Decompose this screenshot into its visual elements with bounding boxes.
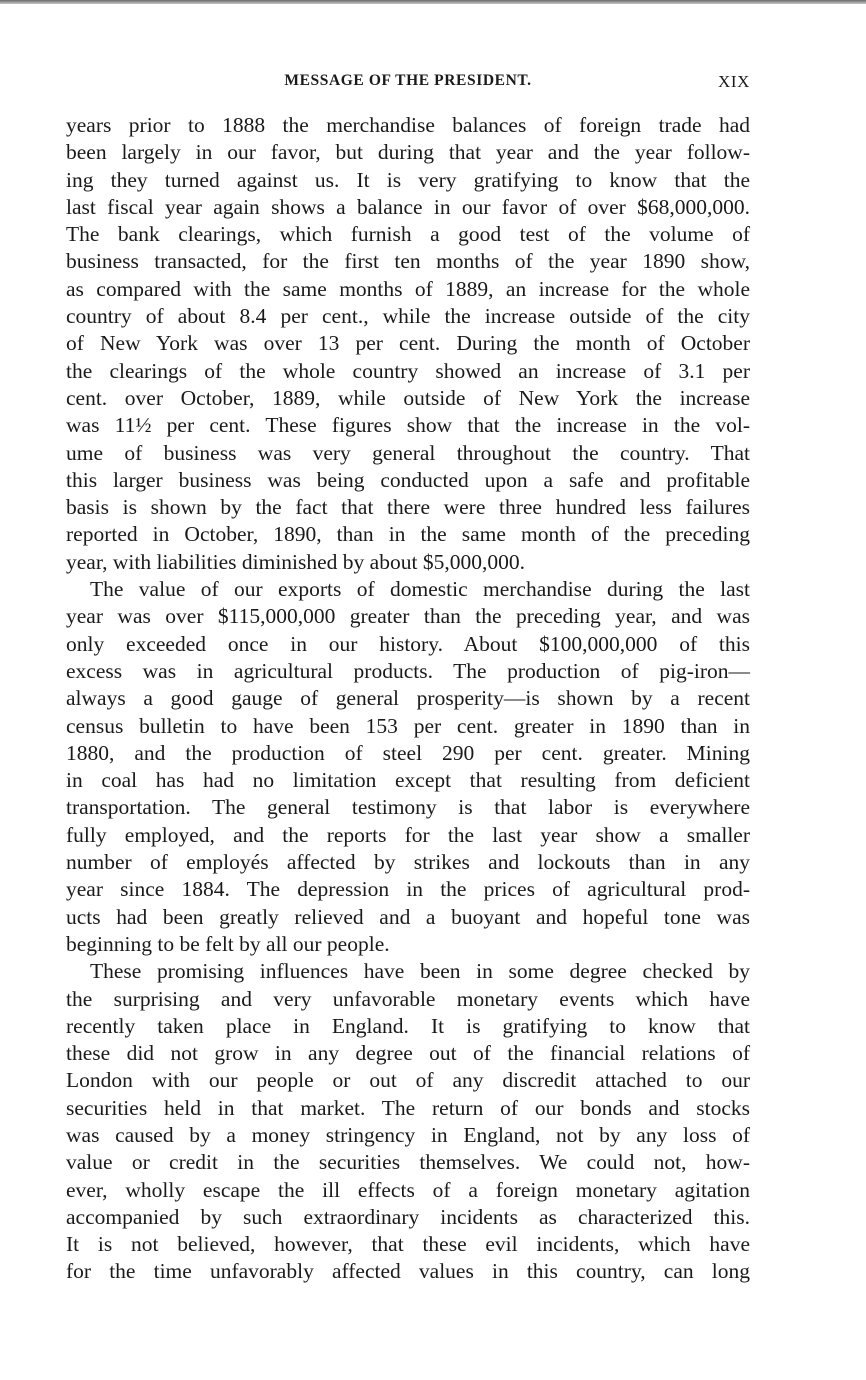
text-line: year, with liabilities diminished by about $5,000,000. (66, 549, 525, 574)
text-line: The value of our exports of domestic merchandise during the last (90, 577, 750, 602)
text-line: ing they turned against us. It is very gratifying to know that the (66, 167, 750, 192)
text-line: recently taken place in England. It is gratifying to know that (66, 1013, 750, 1038)
text-line: was caused by a money stringency in England, not by any loss of (66, 1122, 750, 1147)
running-title: MESSAGE OF THE PRESIDENT. (284, 72, 532, 89)
text-line: census bulletin to have been 153 per cent. greater in 1890 than in (66, 713, 750, 738)
text-line: reported in October, 1890, than in the same month of the preceding (66, 522, 750, 547)
text-line: these did not grow in any degree out of the financial relations of (66, 1041, 750, 1066)
text-line: year was over $115,000,000 greater than the preceding year, and was (66, 604, 750, 629)
text-line: ume of business was very general throughout the country. That (66, 440, 750, 465)
text-line: years prior to 1888 the merchandise balances of foreign trade had (66, 113, 750, 137)
text-line: in coal has had no limitation except that resulting from deficient (66, 768, 750, 793)
text-line: country of about 8.4 per cent., while the increase outside of the city (66, 304, 750, 329)
text-line: It is not believed, however, that these evil incidents, which have (66, 1232, 750, 1257)
text-line: ucts had been greatly relieved and a buoyant and hopeful tone was (66, 904, 750, 929)
text-line: for the time unfavorably affected values in this country, can long (66, 1259, 750, 1284)
text-line: transportation. The general testimony is that labor is everywhere (66, 795, 750, 820)
page-number: XIX (717, 72, 750, 91)
top-edge-rule (0, 0, 866, 4)
text-line: as compared with the same months of 1889, an increase for the whole (66, 276, 750, 301)
text-line: the clearings of the whole country showed an increase of 3.1 per (66, 358, 750, 383)
text-line: accompanied by such extraordinary incidents as characterized this. (66, 1204, 750, 1229)
text-line: last fiscal year again shows a balance in our favor of over $68,000,000. (66, 194, 750, 219)
text-line: this larger business was being conducted upon a safe and profitable (66, 467, 750, 492)
text-line: value or credit in the securities themselves. We could not, how- (66, 1150, 750, 1175)
text-line: fully employed, and the reports for the last year show a smaller (66, 822, 750, 847)
text-line: number of employés affected by strikes and lockouts than in any (66, 850, 750, 875)
paragraph (66, 112, 750, 576)
text-line: securities held in that market. The return of our bonds and stocks (66, 1095, 750, 1120)
text-line: always a good gauge of general prosperity—is shown by a recent (66, 686, 750, 711)
text-line: was 11½ per cent. These figures show that the increase in the vol- (66, 413, 750, 438)
text-line: 1880, and the production of steel 290 per cent. greater. Mining (66, 740, 750, 765)
text-line: the surprising and very unfavorable monetary events which have (66, 986, 750, 1011)
text-line: year since 1884. The depression in the prices of agricultural prod- (66, 877, 750, 902)
text-line: basis is shown by the fact that there were three hundred less failures (66, 495, 750, 520)
text-line: beginning to be felt by all our people. (66, 931, 390, 956)
text-line: business transacted, for the first ten months of the year 1890 show, (66, 249, 750, 274)
paragraph (66, 576, 750, 958)
text-line: The bank clearings, which furnish a good test of the volume of (66, 222, 750, 247)
text-line: of New York was over 13 per cent. During the month of October (66, 331, 750, 356)
text-line: excess was in agricultural products. The production of pig-iron— (66, 658, 750, 683)
running-head (66, 72, 750, 98)
text-line: London with our people or out of any discredit attached to our (66, 1068, 750, 1093)
text-line: been largely in our favor, but during that year and the year follow- (66, 140, 750, 165)
text-line: only exceeded once in our history. About $100,000,000 of this (66, 631, 750, 656)
text-line: ever, wholly escape the ill effects of a foreign monetary agitation (66, 1177, 750, 1202)
text-line: cent. over October, 1889, while outside of New York the increase (66, 385, 750, 410)
text-line: These promising influences have been in some degree checked by (90, 959, 750, 984)
body-text (66, 112, 750, 1286)
paragraph (66, 958, 750, 1286)
